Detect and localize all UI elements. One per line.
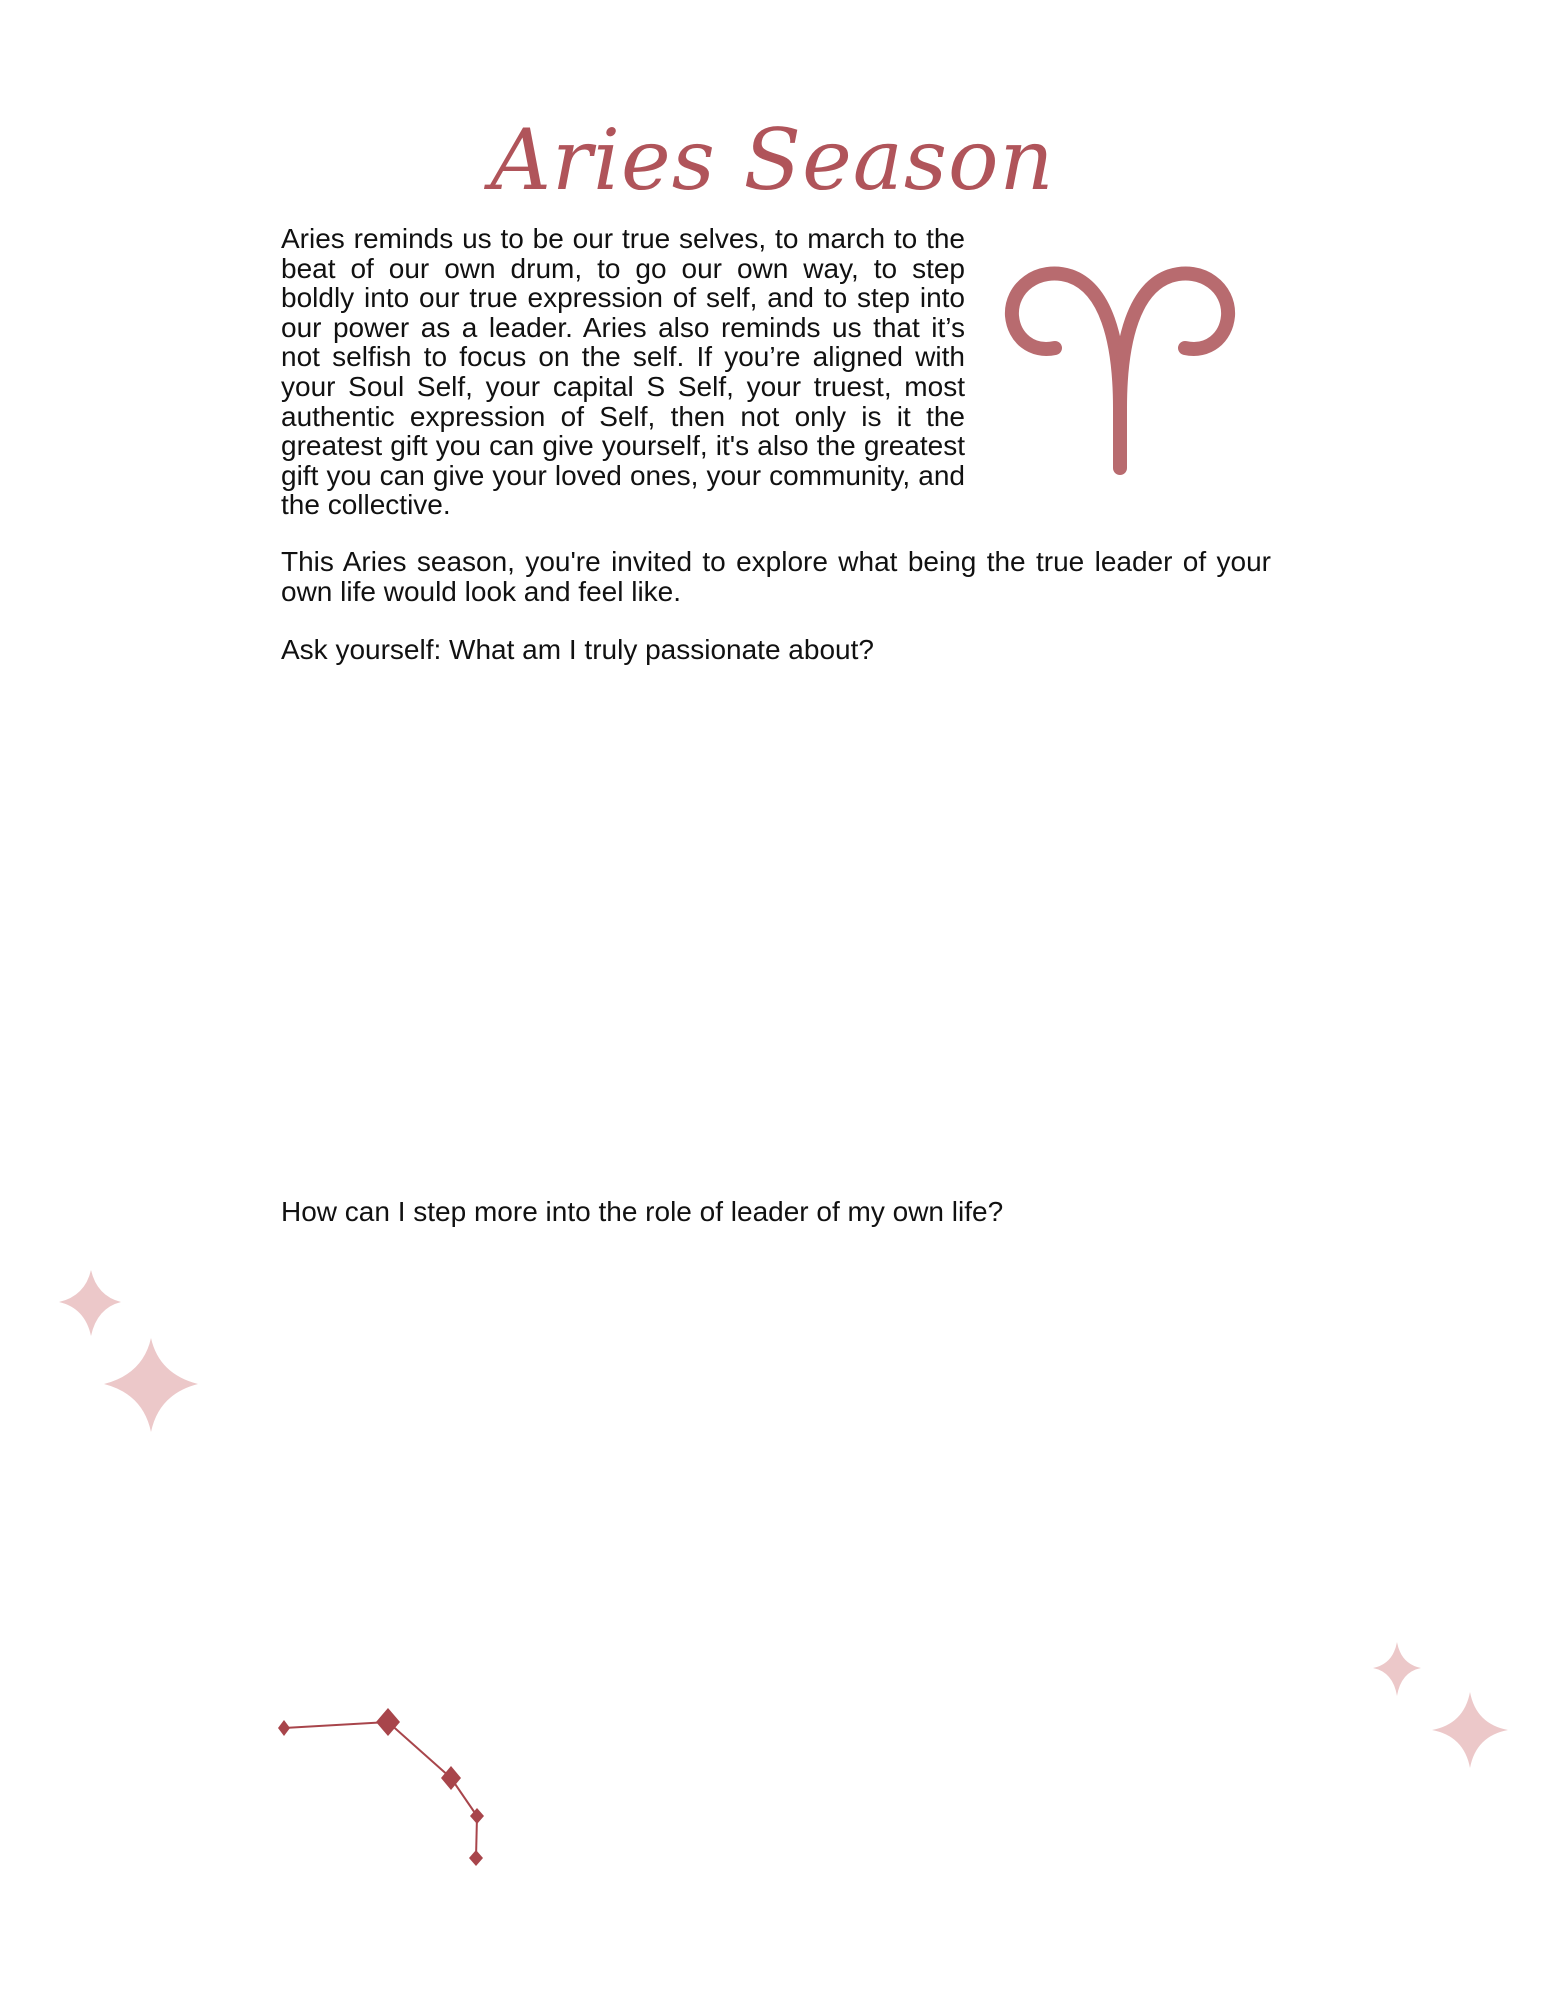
star-marker	[441, 1766, 461, 1790]
star-marker	[278, 1720, 290, 1736]
large-sparkle-icon	[104, 1338, 198, 1432]
star-marker	[469, 1850, 483, 1866]
sparkle-cluster-right	[1365, 1640, 1535, 1790]
sparkle-cluster-left	[55, 1268, 205, 1448]
journal-prompt-leader: How can I step more into the role of leader of my own life?	[281, 1196, 1004, 1227]
intro-paragraph: Aries reminds us to be our true selves, to march to the beat of our own drum, to go our own way, to step boldly into our true expression of self, and to step into our power as a leader. Aries also reminds us that it’s not selfish to focus on the self. If you’re aligned with your Soul Self, your capital S Self, your truest, most authentic expression of Self, then not only is it the greatest gift you can give yourself, it's also the greatest gift you can give your loved ones, your community, and the collective.	[281, 223, 965, 521]
page-title: Aries Season	[490, 111, 1055, 209]
small-sparkle-icon	[59, 1270, 121, 1336]
journal-prompt-passion: Ask yourself: What am I truly passionate about?	[281, 634, 874, 665]
small-sparkle-icon	[1373, 1642, 1421, 1696]
star-marker	[376, 1708, 400, 1736]
invitation-paragraph: This Aries season, you're invited to explore what being the true leader of your own life would look and feel like.	[281, 546, 1271, 607]
large-sparkle-icon	[1432, 1692, 1508, 1768]
aries-symbol-icon	[1000, 258, 1240, 488]
aries-constellation-icon	[270, 1690, 510, 1880]
